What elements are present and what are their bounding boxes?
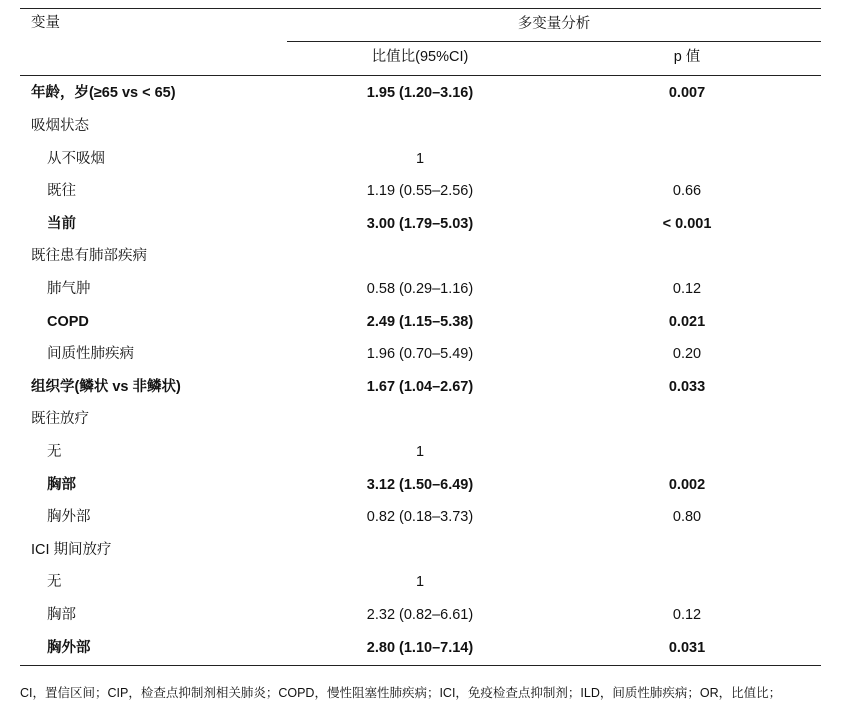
row-label-prior-rt-none: 无	[47, 444, 62, 460]
row-label-ici-rt-thoracic: 胸部	[47, 607, 76, 623]
row-or-prior-rt-none: 1	[415, 444, 425, 460]
row-label-ild: 间质性肺疾病	[47, 346, 134, 362]
row-label-current-smoker: 当前	[47, 216, 76, 232]
row-or-ild: 1.96 (0.70–5.49)	[366, 346, 474, 362]
header-multivariate: 多变量分析	[517, 16, 591, 32]
row-or-copd: 2.49 (1.15–5.38)	[366, 314, 474, 330]
top-rule	[20, 8, 821, 9]
header-variable: 变量	[31, 15, 60, 31]
row-label-copd: COPD	[47, 314, 89, 330]
row-or-histology: 1.67 (1.04–2.67)	[366, 379, 474, 395]
row-p-copd: 0.021	[668, 314, 706, 330]
row-p-ici-rt-thoracic: 0.12	[672, 607, 702, 623]
row-label-never-smoker: 从不吸烟	[47, 151, 105, 167]
row-label-rt-during-ici: ICI 期间放疗	[31, 542, 112, 558]
row-or-emphysema: 0.58 (0.29–1.16)	[366, 281, 474, 297]
row-label-prior-rt-thoracic: 胸部	[47, 477, 76, 493]
row-label-ici-rt-none: 无	[47, 574, 62, 590]
table-footnote: CI，置信区间；CIP，检查点抑制剂相关肺炎；COPD，慢性阻塞性肺疾病；ICI，免疫检查点抑制剂；ILD，间质性肺疾病；OR，比值比；	[20, 686, 782, 700]
row-or-ici-rt-thoracic: 2.32 (0.82–6.61)	[366, 607, 474, 623]
row-or-never-smoker: 1	[415, 151, 425, 167]
row-or-ici-rt-extrathoracic: 2.80 (1.10–7.14)	[366, 640, 474, 656]
group-underline	[287, 41, 821, 42]
row-label-prior-rt-extrathoracic: 胸外部	[47, 509, 91, 525]
row-or-current-smoker: 3.00 (1.79–5.03)	[366, 216, 474, 232]
row-p-ici-rt-extrathoracic: 0.031	[668, 640, 706, 656]
row-p-prior-rt-extrathoracic: 0.80	[672, 509, 702, 525]
header-p-value: p 值	[673, 49, 701, 65]
row-or-age: 1.95 (1.20–3.16)	[366, 85, 474, 101]
row-p-histology: 0.033	[668, 379, 706, 395]
row-label-prior-radiotherapy: 既往放疗	[31, 411, 89, 427]
row-label-former-smoker: 既往	[47, 183, 76, 199]
row-label-prior-lung-disease: 既往患有肺部疾病	[31, 248, 147, 264]
row-label-emphysema: 肺气肿	[47, 281, 91, 297]
header-bottom-rule	[20, 75, 821, 76]
row-or-prior-rt-thoracic: 3.12 (1.50–6.49)	[366, 477, 474, 493]
row-p-former-smoker: 0.66	[672, 183, 702, 199]
row-label-ici-rt-extrathoracic: 胸外部	[47, 640, 91, 656]
header-odds-ratio: 比值比(95%CI)	[371, 49, 469, 65]
row-label-smoking-status: 吸烟状态	[31, 118, 89, 134]
row-p-prior-rt-thoracic: 0.002	[668, 477, 706, 493]
row-p-ild: 0.20	[672, 346, 702, 362]
row-label-histology: 组织学(鳞状 vs 非鳞状)	[31, 379, 181, 395]
row-p-current-smoker: < 0.001	[662, 216, 712, 232]
row-p-age: 0.007	[668, 85, 706, 101]
row-p-emphysema: 0.12	[672, 281, 702, 297]
row-or-ici-rt-none: 1	[415, 574, 425, 590]
bottom-rule	[20, 665, 821, 666]
row-or-prior-rt-extrathoracic: 0.82 (0.18–3.73)	[366, 509, 474, 525]
row-or-former-smoker: 1.19 (0.55–2.56)	[366, 183, 474, 199]
row-label-age: 年龄，岁(≥65 vs < 65)	[31, 85, 176, 101]
